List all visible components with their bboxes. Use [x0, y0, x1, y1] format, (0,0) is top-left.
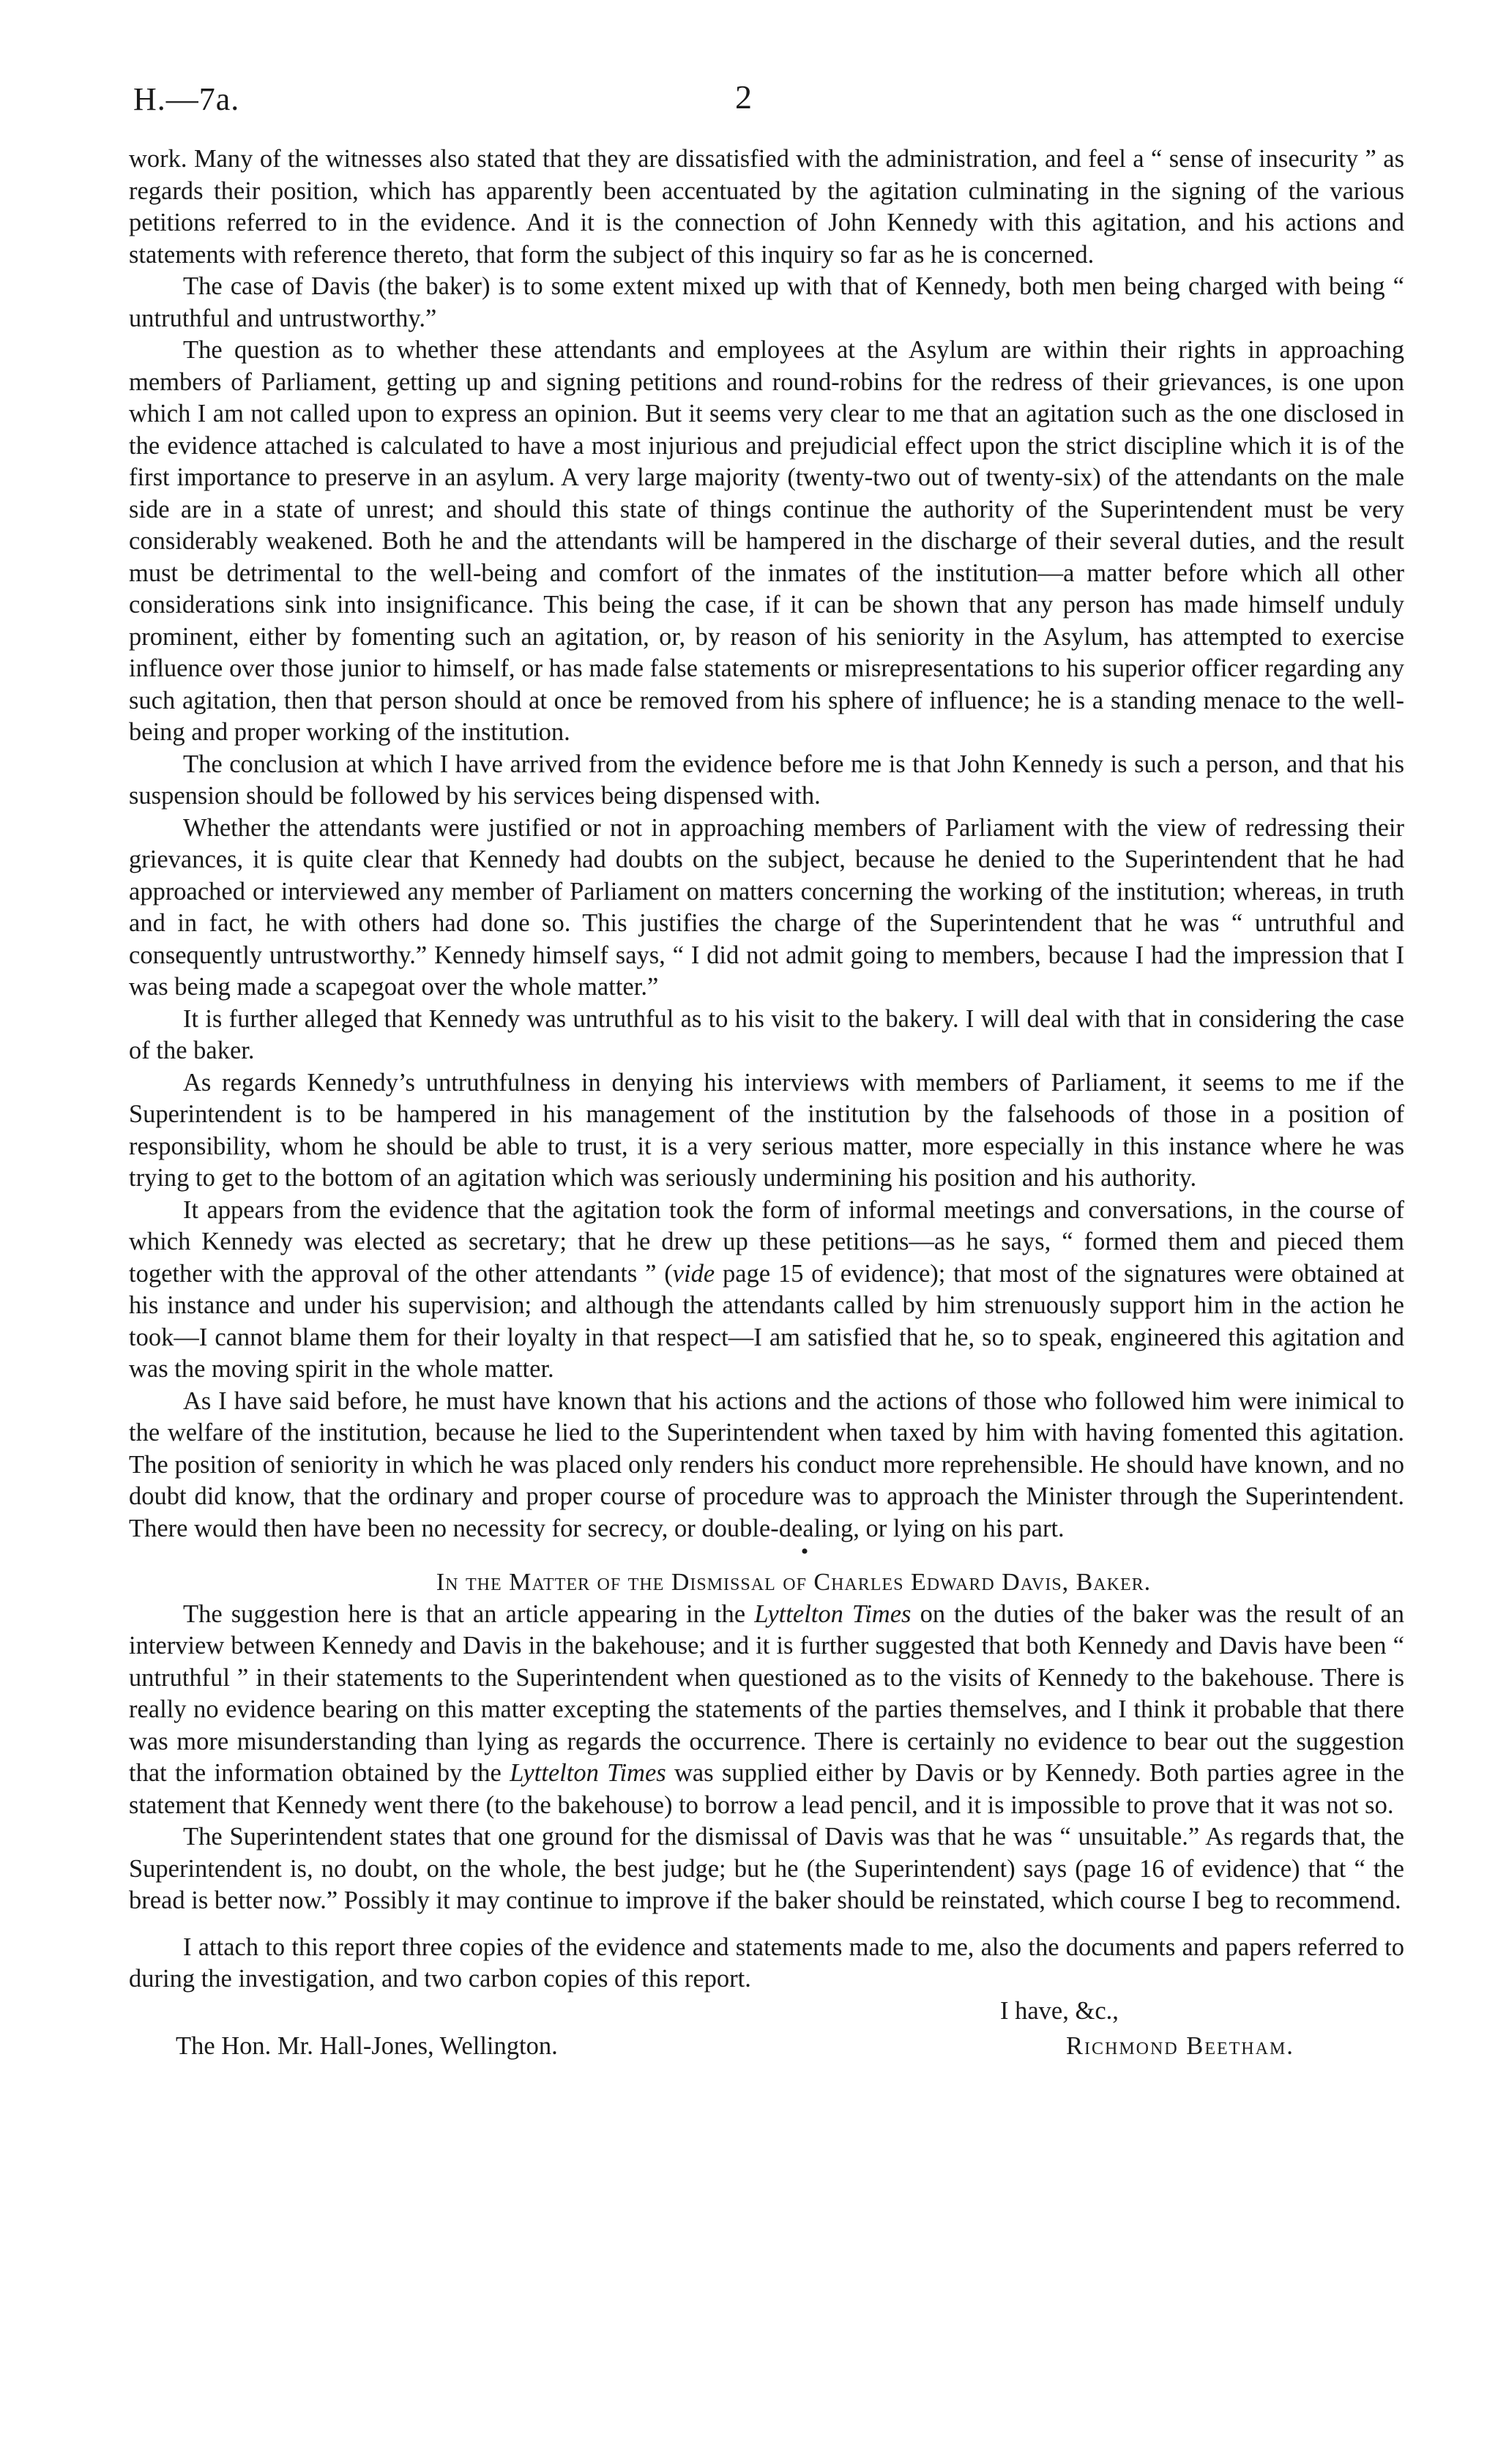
- paragraph-question: The question as to whether these attendants and employees at the Asylum are within their rights in approaching members of Parliament, getting up and signing petitions and round-robins for the redress of their grievances, is one upon which I am not called upon to express an opinion. But it seems very clear to me that an agitation such as the one disclosed in the evidence attached is calculated to have a most injurious and prejudicial effect upon the strict discipline which it is of the first importance to preserve in an asylum. A very large majority (twenty-two out of twenty-six) of the attendants on the male side are in a state of unrest; and should this state of things continue the authority of the Superintendent must be very considerably weakened. Both he and the attendants will be hampered in the discharge of their several duties, and the result must be detrimental to the well-being and comfort of the inmates of the institution—a matter before which all other considerations sink into insignificance. This being the case, if it can be shown that any person has made himself unduly prominent, either by fomenting such an agitation, or, by reason of his seniority in the Asylum, has attempted to exercise influence over those junior to himself, or has made false statements or misrepresentations to his superior officer regarding any such agitation, then that person should at once be removed from his sphere of influence; he is a standing menace to the well-being and proper working of the institution.: [129, 336, 1404, 746]
- paragraph-unsuitable: The Superintendent states that one ground for the dismissal of Davis was that he was “ unsuitable.” As regards that, the Superintendent is, no doubt, on the whole, the best judge; but he (the Superintendent) says (page 16 of evidence) that “ the bread is better now.” Possibly it may continue to improve if the baker should be reinstated, which course I beg to recommend.: [129, 1823, 1404, 1914]
- signature: Richmond Beetham.: [1066, 2031, 1294, 2060]
- section-heading: In the Matter of the Dismissal of Charles Edward Davis, Baker.: [436, 1569, 1152, 1596]
- page-header: [95, 73, 1392, 132]
- document-reference: H.—7a.: [133, 81, 240, 117]
- evidence-text-b: page 15 of evidence); that most of the signatures were obtained at his instance and under his supervision; and although the attendants called by him strenuously support him in the action he took—I cannot blame them for their loyalty in that respect—I am satisfied that he, so to speak, engineered this agitation and was the moving spirit in the whole matter.: [129, 1259, 1404, 1383]
- addressee: The Hon. Mr. Hall-Jones, Wellington.: [176, 2031, 558, 2060]
- vide-italic: vide: [672, 1259, 715, 1288]
- newspaper-title-italic: Lyttelton Times: [754, 1599, 912, 1628]
- spacer: [129, 1917, 1404, 1932]
- paragraph-attach: I attach to this report three copies of the evidence and statements made to me, also the documents and papers referred to during the investigation, and two carbon copies of this report.: [129, 1933, 1404, 1993]
- newspaper-title-italic: Lyttelton Times: [510, 1759, 666, 1787]
- closing-phrase: I have, &c.,: [1000, 1996, 1119, 2025]
- paragraph-justified: Whether the attendants were justified or not in approaching members of Parliament with the view of redressing their grievances, it is quite clear that Kennedy had doubts on the subject, because he denied to the Superintendent that he had approached or interviewed any member of Parliament on matters concerning the working of the institution; whereas, in truth and in fact, he with others had done so. This justifies the charge of the Superintendent that he was “ untruthful and consequently untrustworthy.” Kennedy himself says, “ I did not admit going to members, because I had the impression that I was being made a scapegoat over the whole matter.”: [129, 813, 1404, 1001]
- paragraph-untruthfulness: As regards Kennedy’s untruthfulness in denying his interviews with members of Parliament, it seems to me if the Superintendent is to be hampered in his management of the institution by the falsehoods of those in a position of responsibility, whom he should be able to trust, it is a very serious matter, more especially in this instance where he was trying to get to the bottom of an agitation which was seriously undermining his position and his authority.: [129, 1068, 1404, 1192]
- paragraph-said-before: As I have said before, he must have known that his actions and the actions of those who followed him were inimical to the welfare of the institution, because he lied to the Superintendent when taxed by him with having fomented this agitation. The position of seniority in which he was placed only renders his conduct more reprehensible. He should have known, and no doubt did know, that the ordinary and proper course of procedure was to approach the Minister through the Superintendent. There would then have been no necessity for secrecy, or double-dealing, or lying on his part.: [129, 1386, 1404, 1542]
- page-number: 2: [735, 78, 752, 116]
- body-text: [129, 143, 1404, 2091]
- evidence-text-a: It appears from the evidence that the agitation took the form of informal meetings and conversations, in the course of which Kennedy was elected as secretary; that he drew up these petitions—as he says, “ formed them and pieced them together with the approval of the other attendants ” (: [129, 1195, 1404, 1288]
- paragraph-conclusion: The conclusion at which I have arrived from the evidence before me is that John Kennedy is such a person, and that his suspension should be followed by his services being dispensed with.: [129, 750, 1404, 810]
- signature-block: [129, 1996, 1404, 2091]
- suggestion-text-b: on the duties of the baker was the result of an interview between Kennedy and Davis in the bakehouse; and it is further suggested that both Kennedy and Davis have been “ untruthful ” in their statements to the Superintendent when questioned as to the visits of Kennedy to the bakehouse. There is really no evidence bearing on this matter excepting the statements of the parties themselves, and I think it probable that there was more misunderstanding than lying as regards the occurrence. There is certainly no evidence to bear out the suggestion that the information obtained by the: [129, 1599, 1404, 1787]
- paragraph-continuation: work. Many of the witnesses also stated that they are dissatisfied with the administration, and feel a “ sense of insecurity ” as regards their position, which has apparently been accentuated by the agitation culminating in the signing of the various petitions referred to in the evidence. And it is the connection of John Kennedy with this agitation, and his actions and statements with reference thereto, that form the subject of this inquiry so far as he is concerned.: [129, 145, 1404, 269]
- suggestion-text-a: The suggestion here is that an article appearing in the: [183, 1599, 755, 1628]
- paragraph-bakery-visit: It is further alleged that Kennedy was untruthful as to his visit to the bakery. I will deal with that in considering the case of the baker.: [129, 1004, 1404, 1064]
- separator-dot: •: [800, 1539, 809, 1564]
- paragraph-evidence: [129, 1195, 1404, 1386]
- suggestion-text-c: was supplied either by Davis or by Kennedy. Both parties agree in the statement that Kennedy went there (to the bakehouse) to borrow a lead pencil, and it is impossible to prove that it was not so.: [129, 1759, 1404, 1819]
- paragraph-davis-case: The case of Davis (the baker) is to some extent mixed up with that of Kennedy, both men being charged with being “ untruthful and untrustworthy.”: [129, 272, 1404, 332]
- paragraph-suggestion: [129, 1599, 1404, 1822]
